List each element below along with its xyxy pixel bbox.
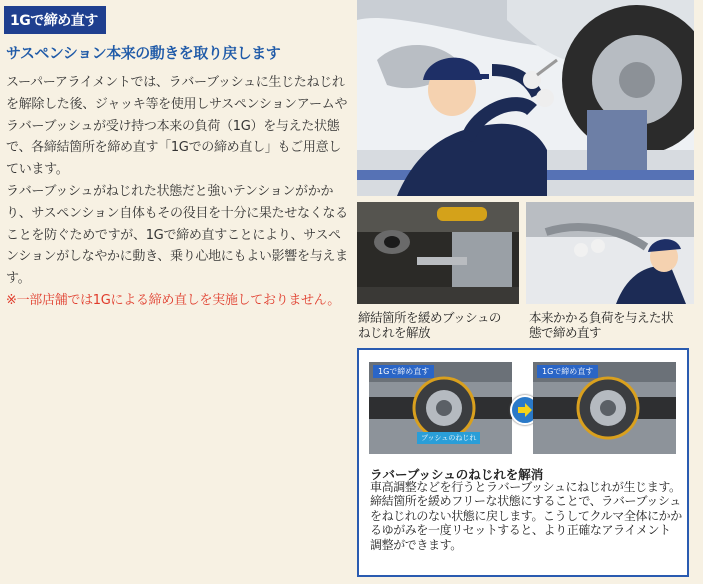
bushing-twist-label: ブッシュのねじれ (417, 432, 480, 444)
bushing-info-box (357, 348, 689, 577)
section-note: ※一部店舗では1Gによる締め直しを実施しておりません。 (6, 293, 340, 308)
section-subtitle: サスペンション本来の動きを取り戻します (6, 44, 281, 62)
section-badge: 1Gで締め直す (4, 6, 106, 34)
section-body-text: スーパーアライメントでは、ラバーブッシュに生じたねじれを解除した後、ジャッキ等を使用しサスペンションアームやラバーブッシュが受け持つ本来の負荷（1G）を与えた状態で、各締結箇所を締め直す「1Gでの締め直し」もご用意しています。 ラバーブッシュがねじれた状態だと強いテンションがかかり、サスペンション自体もその役目を十分に果たせなくなることを防ぐためですが、1Gで締め直すことにより、サスペンションがしなやかに動き、乗り心地にもよい影響を与えます。 (6, 75, 348, 287)
photo-caption-retighten: 本来かかる負荷を与えた状 態で締め直す (529, 310, 674, 340)
after-tag: 1Gで締め直す (537, 365, 598, 378)
info-box-body: 車高調整などを行うとラバーブッシュにねじれが生じます。締結箇所を緩めフリーな状態にすることで、ラバーブッシュをねじれのない状態に戻します。こうしてクルマ全体にかかるゆがみを一度リセットすると、より正確なアライメント調整ができます。 (370, 480, 682, 552)
mechanic-illustration (357, 0, 694, 196)
before-tag: 1Gで締め直す (373, 365, 434, 378)
info-box-title: ラバーブッシュのねじれを解消 (370, 467, 544, 482)
photo-loosen-bushing (357, 202, 519, 304)
photo-retighten-load (526, 202, 694, 304)
photo-caption-loosen: 締結箇所を緩めブッシュの ねじれを解放 (358, 310, 501, 340)
